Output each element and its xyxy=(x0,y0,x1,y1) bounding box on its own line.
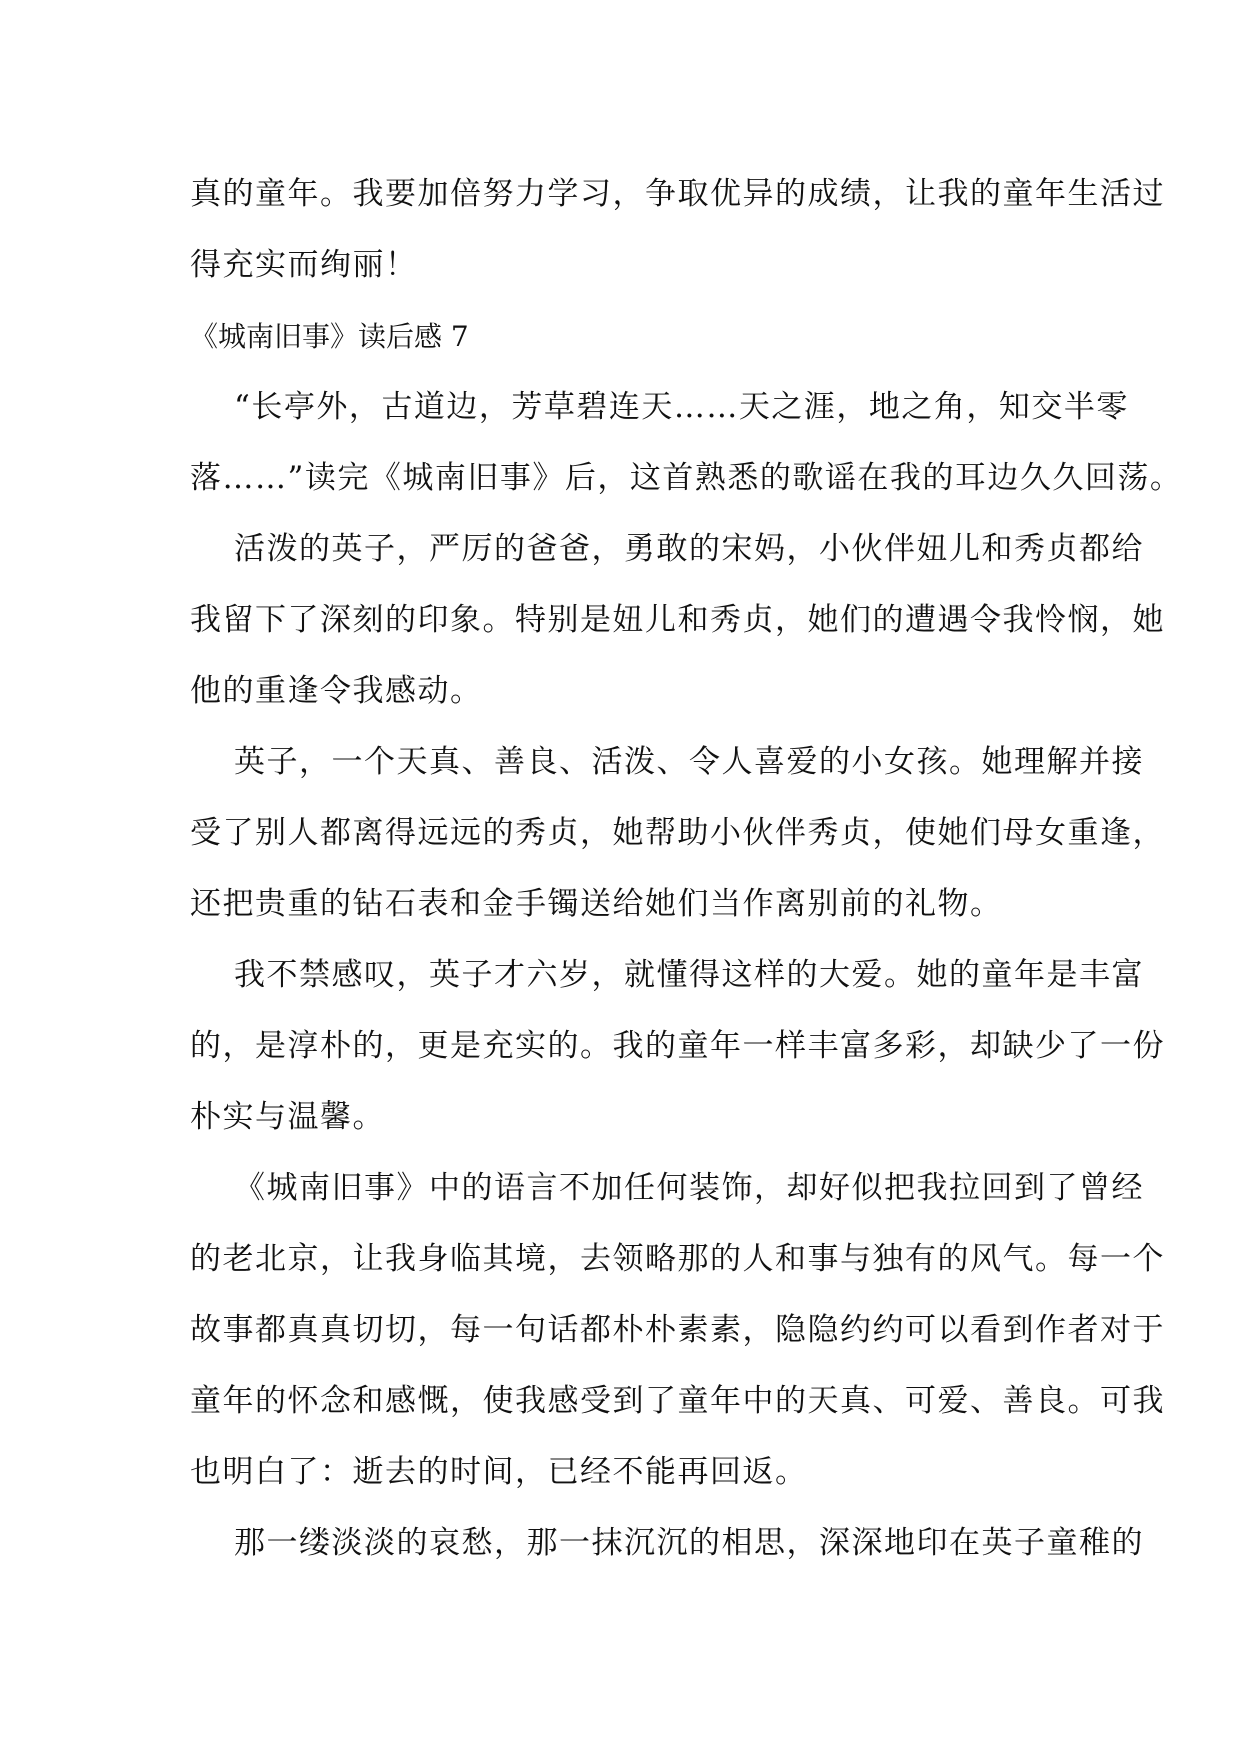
text-line: 活泼的英子，严厉的爸爸，勇敢的宋妈，小伙伴妞儿和秀贞都给 xyxy=(234,531,1144,567)
text-line: 英子，一个天真、善良、活泼、令人喜爱的小女孩。她理解并接 xyxy=(234,744,1144,780)
text-line: 那一缕淡淡的哀愁，那一抹沉沉的相思，深深地印在英子童稚的 xyxy=(234,1525,1144,1561)
text-line: “长亭外，古道边，芳草碧连天……天之涯，地之角，知交半零 xyxy=(234,389,1129,425)
paragraph-6 xyxy=(190,1508,1144,1579)
text-line: 的老北京，让我身临其境，去领略那的人和事与独有的风气。每一个 xyxy=(190,1241,1165,1277)
carryover-paragraph xyxy=(190,159,1165,301)
text-line: 受了别人都离得远远的秀贞，她帮助小伙伴秀贞，使她们母女重逢， xyxy=(190,815,1165,851)
text-line: 他的重逢令我感动。 xyxy=(190,673,483,709)
paragraph-5 xyxy=(190,1153,1165,1508)
text-line: 故事都真真切切，每一句话都朴朴素素，隐隐约约可以看到作者对于 xyxy=(190,1312,1165,1348)
text-line: 得充实而绚丽！ xyxy=(190,247,418,283)
text-line: 还把贵重的钻石表和金手镯送给她们当作离别前的礼物。 xyxy=(190,886,1003,922)
paragraph-4 xyxy=(190,940,1165,1153)
paragraph-1 xyxy=(190,372,1183,514)
text-line: 的，是淳朴的，更是充实的。我的童年一样丰富多彩，却缺少了一份 xyxy=(190,1028,1165,1064)
paragraph-2 xyxy=(190,514,1165,727)
text-line: 落……”读完《城南旧事》后，这首熟悉的歌谣在我的耳边久久回荡。 xyxy=(190,460,1183,496)
document-body xyxy=(190,159,1183,1579)
text-line: 也明白了：逝去的时间，已经不能再回返。 xyxy=(190,1454,808,1490)
text-line: 我留下了深刻的印象。特别是妞儿和秀贞，她们的遭遇令我怜悯，她 xyxy=(190,602,1165,638)
text-line: 童年的怀念和感慨，使我感受到了童年中的天真、可爱、善良。可我 xyxy=(190,1383,1165,1419)
paragraph-3 xyxy=(190,727,1165,940)
text-line: 朴实与温馨。 xyxy=(190,1099,385,1135)
text-line: 我不禁感叹，英子才六岁，就懂得这样的大爱。她的童年是丰富 xyxy=(234,957,1144,993)
text-line: 真的童年。我要加倍努力学习，争取优异的成绩，让我的童年生活过 xyxy=(190,176,1165,212)
text-line: 《城南旧事》中的语言不加任何装饰，却好似把我拉回到了曾经 xyxy=(234,1170,1144,1206)
section-title: 《城南旧事》读后感 7 xyxy=(190,320,469,353)
